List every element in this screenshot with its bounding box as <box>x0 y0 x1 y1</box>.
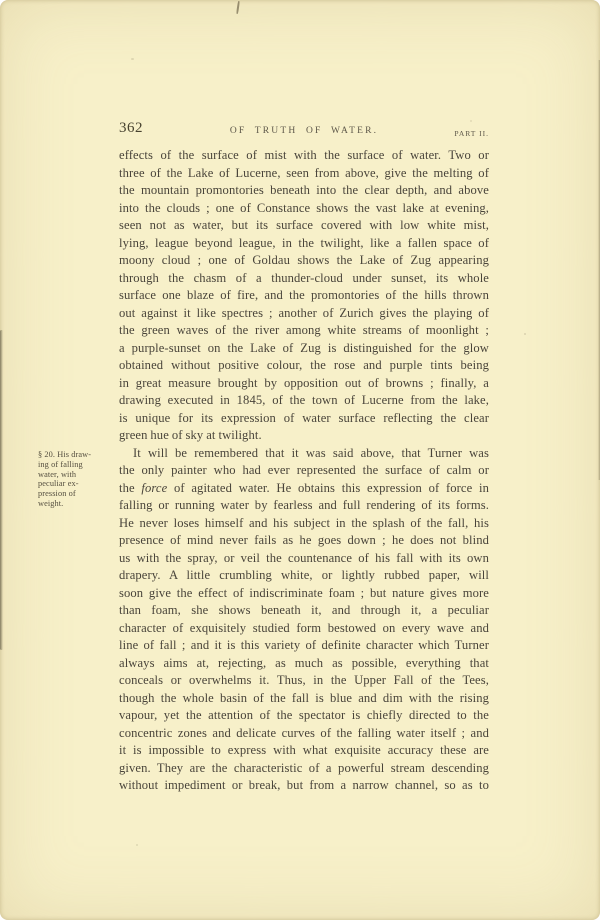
text-line: line of fall ; and it is this variety of definite character which Turner <box>119 638 489 652</box>
text-line: obtained without positive colour, the rose and purple tints being <box>119 358 489 372</box>
text-line: moony cloud ; one of Goldau shows the Lake of Zug appearing <box>119 253 489 267</box>
text-line: drawing executed in 1845, of the town of Lucerne from the lake, <box>119 393 489 407</box>
scan-artifact-hair <box>236 1 239 14</box>
page-edge-shadow-left <box>0 330 3 650</box>
text-line: into the clouds ; one of Constance shows the vast lake at evening, <box>119 200 489 215</box>
text-line: concentric zones and delicate curves of the falling water itself ; and <box>119 725 489 740</box>
text-line: the only painter who had ever represented the surface of calm or <box>119 463 489 477</box>
part-label: PART II. <box>454 129 489 138</box>
text-line: the force of agitated water. He obtains this expression of force in <box>119 480 489 495</box>
text-line: is unique for its expression of water surface reflecting the clear <box>119 410 489 425</box>
margin-note-line: pression of <box>38 489 76 499</box>
body-text <box>119 147 489 795</box>
text-line: through the chasm of a thunder-cloud under sunset, its whole <box>119 270 489 285</box>
text-line: surface one blaze of fire, and the promontories of the hills thrown <box>119 288 489 302</box>
text-line: drapery. A little crumbling white, or lightly rubbed paper, will <box>119 568 489 582</box>
text-line: it is impossible to express with what exquisite accuracy these are <box>119 743 489 757</box>
text-line: conceals or overwhelms it. Thus, in the Upper Fall of the Tees, <box>119 673 489 687</box>
scan-artifact-speck <box>131 58 134 60</box>
text-line: though the whole basin of the fall is blue and dim with the rising <box>119 690 489 705</box>
margin-note-line: ing of falling <box>38 459 83 469</box>
text-line: It will be remembered that it was said above, that Turner was <box>133 445 489 460</box>
text-line: the green waves of the river among white streams of moonlight ; <box>119 323 489 337</box>
scan-artifact-speck <box>136 844 138 846</box>
margin-note-line: water, with <box>38 469 77 479</box>
text-line: lying, league beyond league, in the twilight, like a fallen space of <box>119 235 489 250</box>
text-line: seen not as water, but its surface covered with low white mist, <box>119 218 489 232</box>
text-line: out against it like spectres ; another of Zurich gives the playing of <box>119 305 489 320</box>
margin-note-line: peculiar ex- <box>38 479 79 489</box>
running-head <box>119 120 489 140</box>
margin-note-line: § 20. His draw- <box>38 450 92 459</box>
margin-note <box>38 450 112 509</box>
text-line: presence of mind never fails as he goes down ; he does not blind <box>119 533 489 547</box>
text-line: the mountain promontories beneath into the clear depth, and above <box>119 183 489 197</box>
text-line: falling or running water by fearless and full rendering of its forms. <box>119 498 489 512</box>
text-line: a purple-sunset on the Lake of Zug is distinguished for the glow <box>119 340 489 355</box>
text-line: character of exquisitely studied form bestowed on every wave and <box>119 620 489 635</box>
text-line: in great measure brought by opposition out of browns ; finally, a <box>119 375 489 390</box>
page-number: 362 <box>119 120 143 136</box>
text-line: than foam, she shows beneath it, and through it, a peculiar <box>119 603 489 617</box>
text-line: us with the spray, or veil the countenance of his fall with its own <box>119 550 489 565</box>
text-line: effects of the surface of mist with the surface of water. Two or <box>119 148 489 162</box>
text-line: soon give the effect of indiscriminate foam ; but nature gives more <box>119 585 489 600</box>
paragraph-2 <box>119 445 489 795</box>
scan-artifact-speck <box>524 333 526 335</box>
text-line: green hue of sky at twilight. <box>119 428 262 442</box>
running-title: OF TRUTH OF WATER. <box>229 126 379 136</box>
text-line: He never loses himself and his subject in the splash of the fall, his <box>119 515 489 530</box>
margin-note-line: weight. <box>38 498 64 508</box>
paragraph-1 <box>119 147 489 445</box>
text-line: always aims at, rejecting, as much as possible, everything that <box>119 655 489 670</box>
text-line: three of the Lake of Lucerne, seen from above, give the melting of <box>119 165 489 180</box>
text-line: without impediment or break, but from a narrow channel, so as to <box>119 778 489 792</box>
text-line: given. They are the characteristic of a powerful stream descending <box>119 760 489 775</box>
text-line: vapour, yet the attention of the spectator is chiefly directed to the <box>119 708 489 722</box>
